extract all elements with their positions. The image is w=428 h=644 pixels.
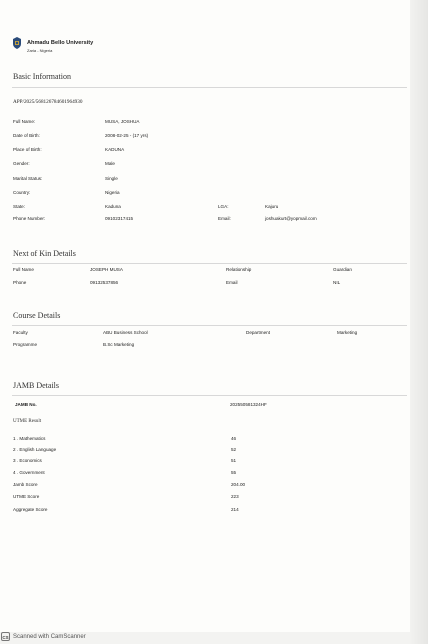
kin-phone-value: 09132537856 [90,280,119,285]
kin-email-label: Email [226,280,238,285]
marital-value: Single [105,176,118,181]
university-logo-icon [12,37,22,49]
kin-relationship-value: Guardian [333,267,352,272]
subject-label: 3 . Economics [13,458,42,463]
subject-label: 4 . Government [13,470,45,475]
application-number: APP/2025/568126784601964930 [13,99,83,105]
dob-label: Date of Birth: [13,133,40,138]
lga-value: Kajuru [265,204,279,209]
programme-value: B.Sc Marketing [103,342,135,347]
programme-label: Programme [13,342,37,347]
utme-score-value: 223 [231,494,239,499]
camscanner-logo-icon: CS [1,632,10,641]
faculty-value: ABU Business School [103,330,148,335]
subject-score: 55 [231,470,237,475]
subject-label: 2 . English Language [13,447,57,452]
subject-score: 46 [231,436,237,441]
university-location: Zaria - Nigeria [27,48,53,53]
faculty-label: Faculty [13,330,28,335]
gender-value: Male [105,161,115,166]
email-label: Email: [218,216,231,221]
scanner-watermark: Scanned with CamScanner [13,634,86,640]
dob-value: 2008-02-25 - (17 yrs) [105,133,149,138]
jamb-score-value: 204.00 [231,482,246,487]
email-value: joshuakurt@yopmail.com [265,216,317,221]
gender-label: Gender: [13,161,30,166]
divider [12,87,407,88]
utme-score-label: UTME Score [13,494,40,499]
kin-relationship-label: Relationship [226,267,252,272]
aggregate-score-value: 214 [231,507,239,512]
utme-result-title: UTME Result [13,419,42,424]
phone-label: Phone Number: [13,216,46,221]
jamb-number-label: JAMB No. [15,402,37,407]
department-value: Marketing [337,330,358,335]
pob-label: Place of Birth: [13,147,42,152]
divider [12,325,407,326]
state-value: Kaduna [105,204,121,209]
kin-phone-label: Phone [13,280,27,285]
lga-label: LGA: [218,204,229,209]
subject-score: 51 [231,458,237,463]
full-name-value: MUSA, JOSHUA [105,119,140,124]
kin-name-label: Full Name [13,267,34,272]
aggregate-score-label: Aggregate Score [13,507,48,512]
divider [12,395,407,396]
marital-label: Marital Status: [13,176,43,181]
subject-score: 52 [231,447,237,452]
subject-label: 1 . Mathematics [13,436,46,441]
basic-info-title: Basic Information [13,72,71,81]
kin-title: Next of Kin Details [13,249,76,258]
phone-value: 09102317415 [105,216,134,221]
full-name-label: Full Name: [13,119,36,124]
country-label: Country: [13,190,31,195]
kin-email-value: NIL [333,280,341,285]
jamb-score-label: Jamb Score [13,482,38,487]
jamb-number-value: 202550581324HF [230,402,267,407]
country-value: Nigeria [105,190,120,195]
divider [12,263,407,264]
jamb-title: JAMB Details [13,381,59,390]
kin-name-value: JOSEPH MUSA [90,267,123,272]
state-label: State: [13,204,26,209]
page-edge-shadow [410,0,428,644]
course-title: Course Details [13,311,61,320]
pob-value: KADUNA [105,147,125,152]
department-label: Department [246,330,271,335]
university-name: Ahmadu Bello University [27,40,94,46]
